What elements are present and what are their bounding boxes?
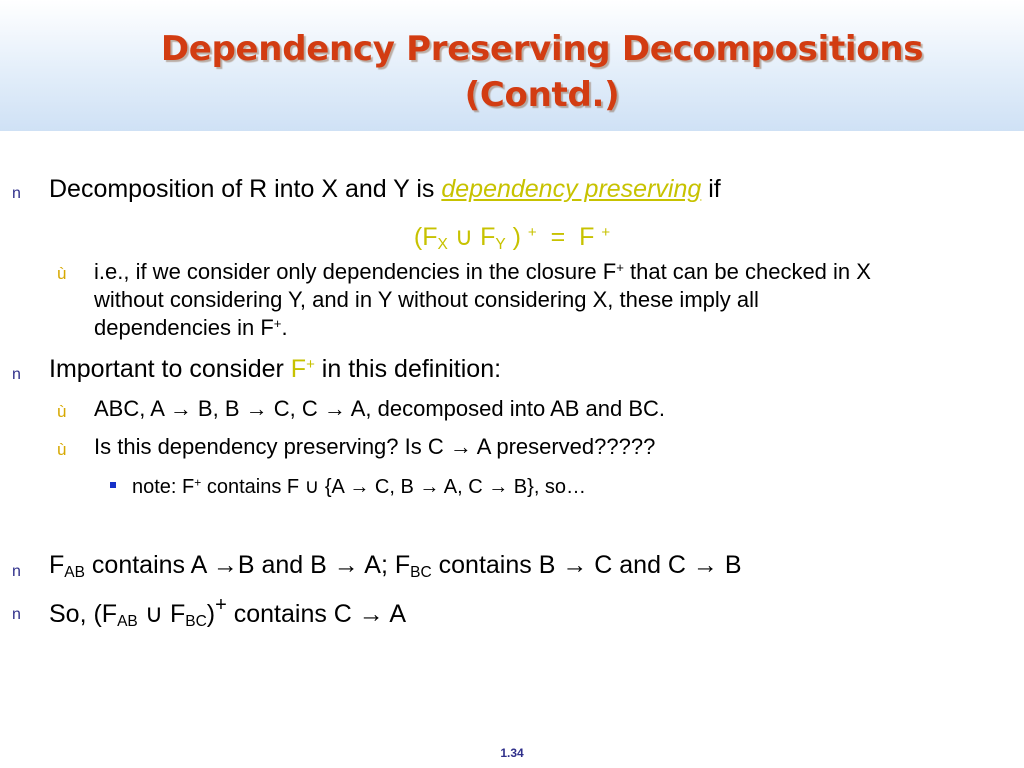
bullet-text: if — [701, 175, 721, 203]
bullet-so — [49, 594, 406, 631]
sub-bullet-marker: ù — [57, 264, 67, 283]
bullet-text: Important to consider — [49, 355, 291, 383]
bullet-text: contains C → A — [226, 600, 407, 628]
closure-formula — [0, 222, 1024, 254]
dependency-preserving-term: dependency preserving — [441, 175, 702, 203]
bullet-decomposition — [49, 175, 721, 204]
bullet-text: contains B → C and C → B — [431, 551, 742, 579]
sub-bullet-marker: ù — [57, 402, 67, 421]
bullet-text: dependencies in F — [94, 315, 274, 340]
bullet-text: in this definition: — [314, 355, 502, 383]
sub-bullet-closure-line3 — [94, 315, 288, 341]
bullet-marker: n — [12, 366, 21, 383]
sup: + — [194, 475, 202, 490]
bullet-text: contains F ∪ {A → C, B → A, C → B}, so… — [201, 476, 587, 498]
formula-part: F — [480, 223, 496, 251]
sup: + — [215, 594, 227, 616]
bullet-text: F — [49, 551, 65, 579]
page-number: 1.34 — [500, 746, 524, 760]
slide-title — [0, 26, 1024, 118]
bullet-important — [49, 355, 501, 384]
formula-sub: X — [437, 235, 448, 253]
f-plus-term: F — [290, 355, 307, 383]
slide-title-line1: Dependency Preserving Decompositions — [160, 29, 924, 69]
bullet-text: ∪ F — [137, 600, 186, 628]
sub-bullet-closure-line2: without considering Y, and in Y without considering X, these imply all — [94, 287, 759, 312]
sub: AB — [64, 563, 85, 581]
sup: + — [306, 355, 315, 373]
bullet-text: note: F — [132, 476, 195, 498]
formula-sup: + — [601, 223, 611, 241]
bullet-text: i.e., if we consider only dependencies in the closure F — [94, 259, 617, 284]
bullet-fab-fbc — [49, 551, 742, 582]
formula-sup: + — [527, 223, 537, 241]
formula-part: = — [550, 223, 566, 251]
bullet-text: Decomposition of R into X and Y is — [49, 175, 442, 203]
sup: + — [273, 315, 282, 331]
bullet-text: So, (F — [49, 600, 118, 628]
sub: AB — [117, 612, 138, 630]
sub: BC — [410, 563, 432, 581]
sub-bullet-abc: ABC, A → B, B → C, C → A, decomposed into AB and BC. — [94, 396, 666, 421]
square-bullet-icon — [110, 482, 116, 488]
sub-bullet-marker: ù — [57, 440, 67, 459]
bullet-marker: n — [12, 563, 21, 580]
sub-bullet-question: Is this dependency preserving? Is C → A preserved????? — [94, 434, 656, 459]
sub-sub-bullet-note — [132, 474, 586, 499]
formula-part: ) — [512, 223, 521, 251]
union-symbol: ∪ — [454, 223, 474, 251]
bullet-marker: n — [12, 185, 21, 202]
formula-part: F — [579, 223, 595, 251]
formula-sub: Y — [495, 235, 506, 253]
bullet-text: . — [281, 315, 288, 340]
sub: BC — [185, 612, 207, 630]
formula-part: (F — [413, 223, 438, 251]
sup: + — [616, 259, 624, 275]
slide-title-line2: (Contd.) — [464, 75, 620, 115]
bullet-marker: n — [12, 606, 21, 623]
bullet-text: that can be checked in X — [623, 259, 871, 284]
bullet-text: ) — [206, 600, 216, 628]
sub-bullet-closure-line1 — [94, 259, 871, 285]
bullet-text: contains A →B and B → A; F — [84, 551, 411, 579]
